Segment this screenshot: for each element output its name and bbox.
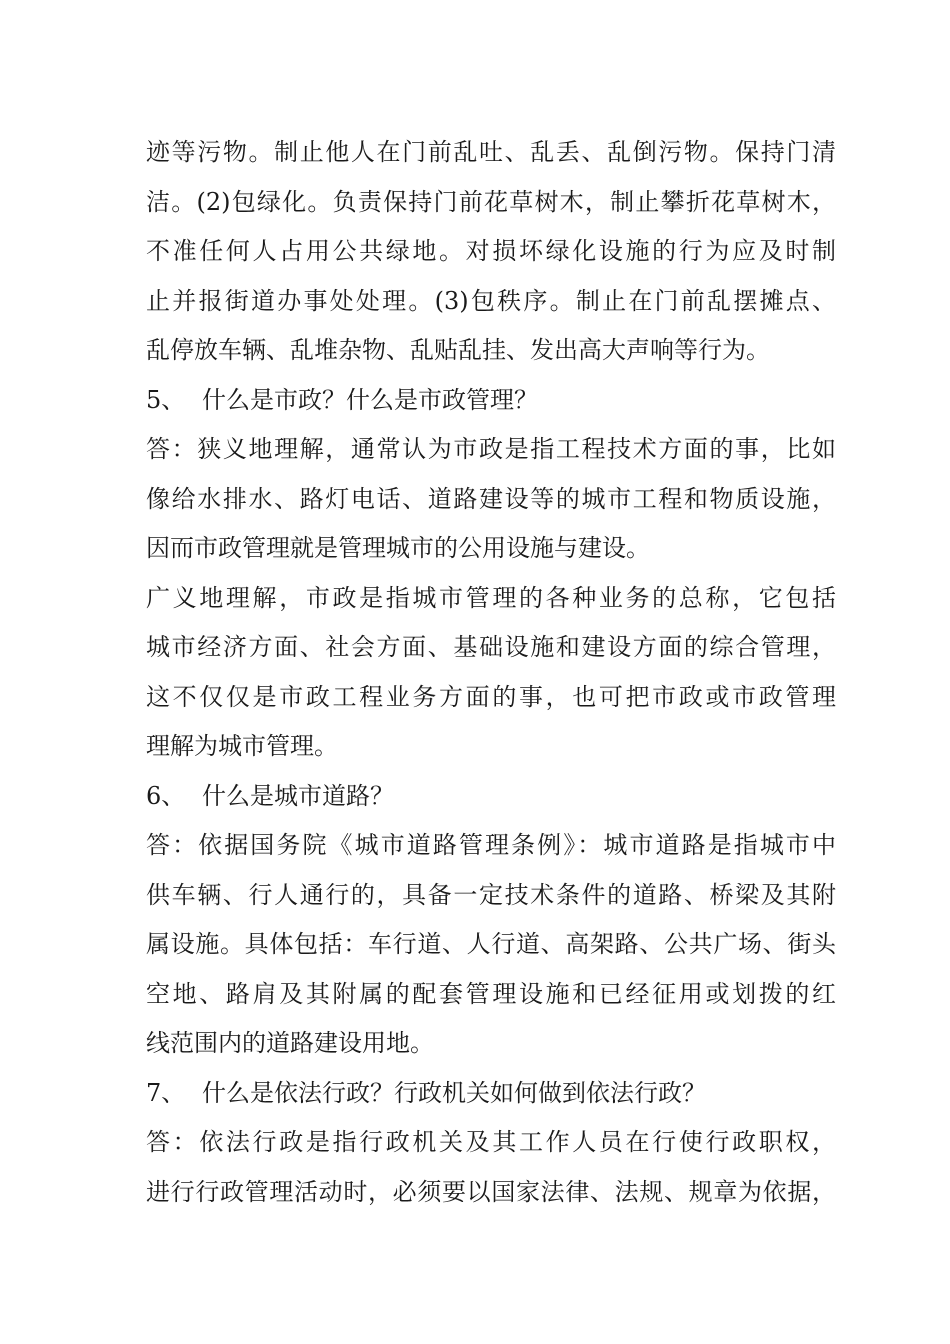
- question-5-heading: [146, 376, 836, 426]
- document-body: [146, 128, 836, 1217]
- question-number: 6、: [146, 781, 186, 810]
- paragraph-line: 止并报街道办事处处理。(3)包秩序。制止在门前乱摆摊点、: [146, 286, 836, 315]
- answer-line: 这不仅仅是市政工程业务方面的事，也可把市政或市政管理: [146, 682, 836, 711]
- paragraph-line: 洁。(2)包绿化。负责保持门前花草树木，制止攀折花草树木，: [146, 187, 836, 216]
- answer-line: 进行行政管理活动时，必须要以国家法律、法规、规章为依据，: [146, 1177, 836, 1206]
- question-text: 什么是依法行政？行政机关如何做到依法行政？: [202, 1078, 706, 1107]
- answer-line: 答：依法行政是指行政机关及其工作人员在行使行政职权，: [146, 1128, 836, 1156]
- question-7-heading: [146, 1069, 836, 1119]
- question-text: 什么是城市道路？: [202, 781, 394, 810]
- paragraph-line: 乱停放车辆、乱堆杂物、乱贴乱挂、发出高大声响等行为。: [146, 336, 770, 364]
- answer-line: 答：依据国务院《城市道路管理条例》：城市道路是指城市中: [146, 831, 836, 859]
- answer-line: 广义地理解，市政是指城市管理的各种业务的总称，它包括: [146, 583, 836, 612]
- paragraph-line: 迹等污物。制止他人在门前乱吐、乱丢、乱倒污物。保持门清: [146, 138, 836, 166]
- answer-line: 供车辆、行人通行的，具备一定技术条件的道路、桥梁及其附: [146, 880, 836, 909]
- question-6-heading: [146, 772, 836, 822]
- question-number: 5、: [146, 385, 186, 414]
- answer-line: 空地、路肩及其附属的配套管理设施和已经征用或划拨的红: [146, 979, 836, 1008]
- question-number: 7、: [146, 1078, 186, 1107]
- paragraph-line: 不准任何人占用公共绿地。对损坏绿化设施的行为应及时制: [146, 237, 836, 265]
- question-text: 什么是市政？什么是市政管理？: [202, 385, 538, 414]
- answer-line: 答：狭义地理解，通常认为市政是指工程技术方面的事，比如: [146, 435, 836, 463]
- answer-line: 因而市政管理就是管理城市的公用设施与建设。: [146, 534, 650, 562]
- answer-line: 城市经济方面、社会方面、基础设施和建设方面的综合管理，: [146, 633, 836, 661]
- answer-line: 属设施。具体包括：车行道、人行道、高架路、公共广场、街头: [146, 930, 836, 958]
- answer-line: 像给水排水、路灯电话、道路建设等的城市工程和物质设施，: [146, 484, 836, 513]
- answer-line: 线范围内的道路建设用地。: [146, 1029, 434, 1057]
- answer-line: 理解为城市管理。: [146, 732, 338, 760]
